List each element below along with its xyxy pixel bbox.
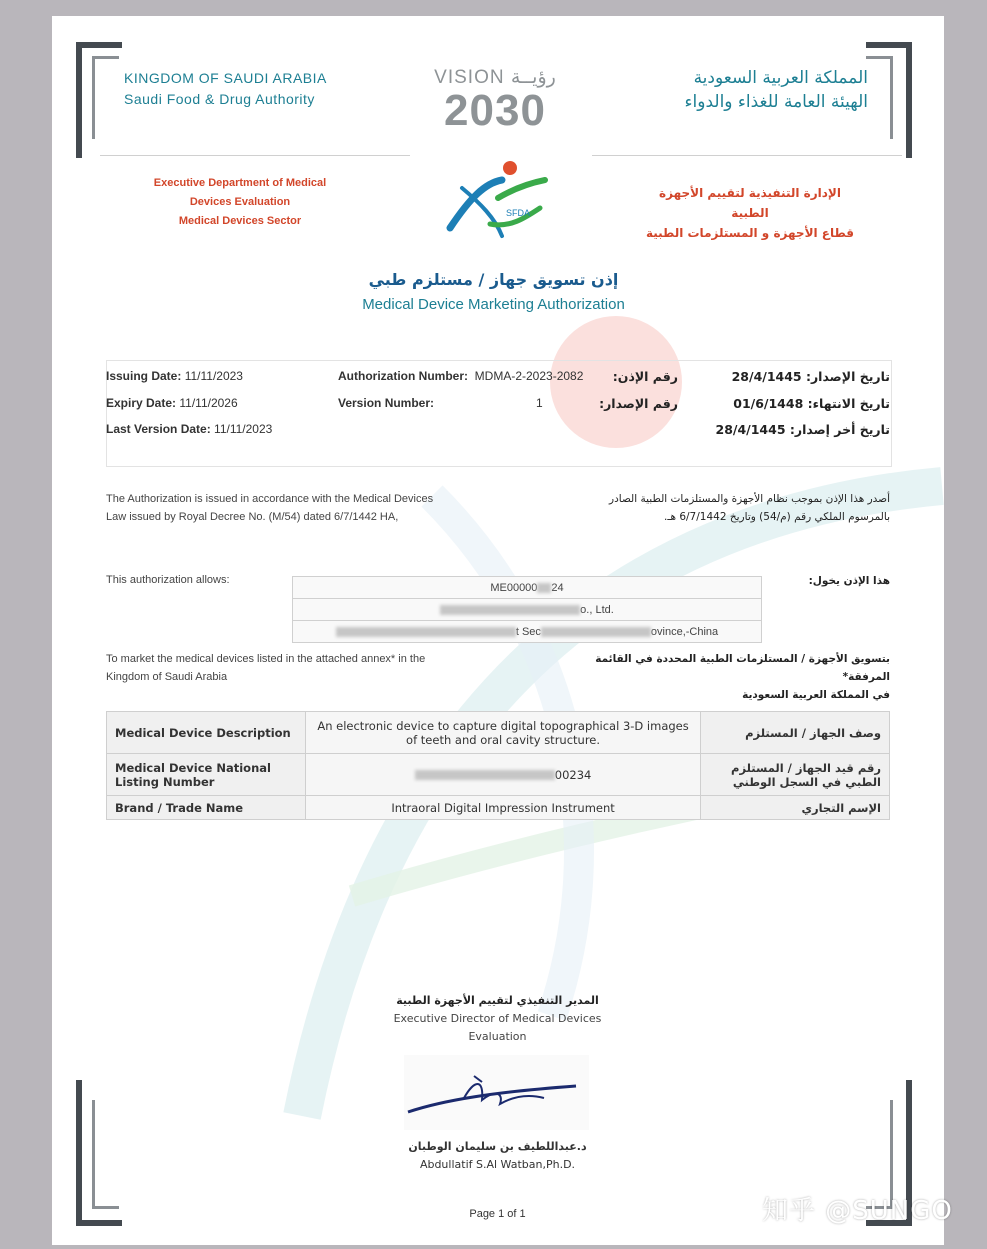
brand-name-label: Brand / Trade Name	[107, 796, 306, 820]
law-paragraph-en: The Authorization is issued in accordance with the Medical Devices Law issued by Royal Decree No. (M/54) dated 6/7/1442 HA,	[106, 493, 434, 523]
logo-text: SFDA	[506, 208, 531, 218]
dept-ar-line1: الإدارة التنفيذية لتقييم الأجهزة الطبية	[659, 186, 841, 220]
kingdom-name-english	[124, 68, 327, 110]
expiry-date-ar: تاريخ الانتهاء: 01/6/1448	[733, 396, 890, 411]
device-description-value: An electronic device to capture digital topographical 3-D images of teeth and oral cavity structure.	[306, 712, 701, 754]
zhihu-watermark: 知乎 @SUNGO	[762, 1196, 953, 1226]
device-description-label: Medical Device Description	[107, 712, 306, 754]
listing-number-label: Medical Device National Listing Number	[107, 754, 306, 796]
brand-name-value: Intraoral Digital Impression Instrument	[306, 796, 701, 820]
listing-number-value: 00234	[306, 754, 701, 796]
director-title-ar: المدير التنفيذي لتقييم الأجهزة الطبية	[396, 994, 599, 1007]
dept-en-line1: Executive Department of Medical	[153, 177, 327, 189]
vision-label: VISION	[434, 67, 505, 88]
auth-number-ar: رقم الإذن:	[612, 369, 678, 384]
redacted-block	[336, 627, 516, 637]
vision-2030-logo	[420, 66, 570, 133]
director-title-en-2: Evaluation	[468, 1030, 527, 1043]
version-number-value: 1	[536, 396, 543, 410]
issuing-date: Issuing Date: 11/11/2023	[106, 369, 243, 383]
kingdom-en: KINGDOM OF SAUDI ARABIA	[124, 70, 327, 86]
signer-name-ar: د.عبداللطيف بن سليمان الوطبان	[408, 1140, 587, 1153]
allows-label-en: This authorization allows:	[106, 574, 230, 586]
department-arabic	[640, 183, 860, 243]
version-number-ar: رقم الإصدار:	[599, 396, 678, 411]
dept-ar-line2: قطاع الأجهزة و المستلزمات الطبية	[645, 226, 855, 240]
dept-en-line3: Medical Devices Sector	[178, 215, 302, 227]
table-row	[107, 796, 890, 820]
director-title	[350, 992, 645, 1046]
signer-name	[350, 1138, 645, 1174]
page-number: Page 1 of 1	[469, 1208, 526, 1220]
authority-en: Saudi Food & Drug Authority	[124, 91, 315, 107]
table-row	[107, 712, 890, 754]
device-description-label-ar: وصف الجهاز / المستلزم	[701, 712, 890, 754]
redacted-block	[415, 770, 555, 780]
corner-bracket-top-left-inner	[92, 56, 119, 139]
signature-image	[404, 1070, 584, 1120]
dept-en-line2: Devices Evaluation	[189, 196, 291, 208]
issuing-date-ar: تاريخ الإصدار: 28/4/1445	[731, 369, 890, 384]
holder-row-id: ME00000 24	[293, 577, 762, 599]
redacted-block	[440, 605, 580, 615]
market-paragraph-ar: بتسويق الأجهزة / المستلزمات الطبية المحددة في القائمة المرفقة* في المملكة العربية السعودية	[595, 653, 890, 701]
signer-name-en: Abdullatif S.Al Watban,Ph.D.	[419, 1158, 576, 1171]
holder-row-address: t Sec ovince,-China	[293, 621, 762, 643]
header-divider-left	[100, 155, 410, 156]
document-title-english: Medical Device Marketing Authorization	[362, 296, 625, 313]
table-row	[107, 754, 890, 796]
department-english	[128, 174, 352, 231]
last-version-date-ar: تاريخ أخر إصدار: 28/4/1445	[715, 422, 890, 437]
authorization-holder-table	[292, 576, 762, 643]
redacted-block	[541, 627, 651, 637]
holder-row-company: o., Ltd.	[293, 599, 762, 621]
version-number-label: Version Number:	[338, 396, 435, 410]
device-details-table	[106, 711, 890, 820]
kingdom-ar: المملكة العربية السعودية	[693, 68, 868, 88]
director-title-en-1: Executive Director of Medical Devices	[393, 1012, 602, 1025]
vision-ar: رؤيــة	[510, 67, 556, 88]
brand-name-label-ar: الإسم التجاري	[701, 796, 890, 820]
listing-number-label-ar: رقم قيد الجهاز / المستلزم الطبي في السجل الوطني	[701, 754, 890, 796]
corner-bracket-bottom-left-inner	[92, 1100, 119, 1209]
last-version-date: Last Version Date: 11/11/2023	[106, 422, 273, 436]
corner-bracket-top-right-inner	[866, 56, 893, 139]
vision-year: 2030	[444, 86, 546, 135]
authority-ar: الهيئة العامة للغذاء والدواء	[684, 92, 868, 112]
document-title-arabic: إذن تسويق جهاز / مستلزم طبي	[368, 270, 619, 289]
expiry-date: Expiry Date: 11/11/2026	[106, 396, 238, 410]
market-paragraph-en: To market the medical devices listed in the attached annex* in the Kingdom of Saudi Arabia	[106, 653, 426, 683]
kingdom-name-arabic	[648, 66, 868, 114]
allows-label-ar: هذا الإذن يخول:	[808, 575, 890, 587]
authorization-number: Authorization Number: MDMA-2-2023-2082	[338, 369, 584, 383]
redacted-block	[537, 583, 551, 593]
sfda-logo-icon	[440, 158, 550, 242]
header-divider-right	[592, 155, 902, 156]
law-paragraph-ar: أصدر هذا الإذن بموجب نظام الأجهزة والمستلزمات الطبية الصادر بالمرسوم الملكي رقم (م/54) وتاريخ 6/7/1442 هـ.	[609, 493, 890, 523]
